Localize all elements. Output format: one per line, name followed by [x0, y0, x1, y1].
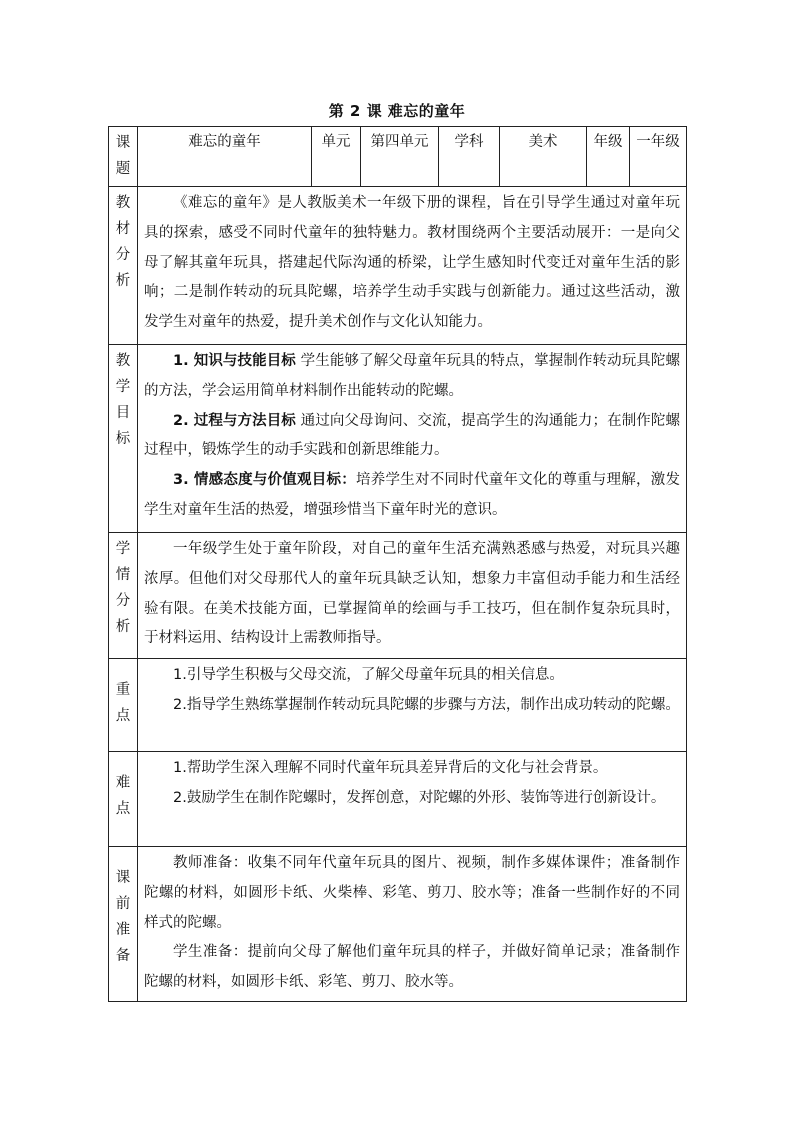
header-row — [109, 127, 687, 187]
goal-item — [144, 407, 680, 467]
material-text: 《难忘的童年》是人教版美术一年级下册的课程，旨在引导学生通过对童年玩具的探索，感受不同时代童年的独特魅力。教材围绕两个主要活动展开：一是向父母了解其童年玩具，搭建起代际沟通的桥梁，让学生感知时代变迁对童年生活的影响；二是制作转动的玩具陀螺，培养学生动手实践与创新能力。通过这些活动，激发学生对童年的热爱，提升美术创作与文化认知能力。 — [144, 195, 680, 331]
unit-value: 第四单元 — [361, 127, 439, 187]
subject-label: 课题 — [109, 127, 138, 187]
discipline-value: 美术 — [500, 127, 587, 187]
page-title: 第 2 课 难忘的童年 — [328, 102, 466, 120]
goal-text: 培养学生对不同时代童年文化的尊重与理解，激发学生对童年生活的热爱，增强珍惜当下童年时光的意识。 — [144, 472, 680, 518]
goal-title: 2. 过程与方法目标 — [173, 412, 296, 429]
preparation-item: 教师准备：收集不同年代童年玩具的图片、视频，制作多媒体课件；准备制作陀螺的材料，如圆形卡纸、火柴棒、彩笔、剪刀、胶水等；准备一些制作好的不同样式的陀螺。 — [144, 855, 680, 931]
material-label: 教材分析 — [109, 187, 138, 345]
difficulty-item: 1.帮助学生深入理解不同时代童年玩具差异背后的文化与社会背景。 — [173, 760, 608, 776]
preparation-item: 学生准备：提前向父母了解他们童年玩具的样子，并做好简单记录；准备制作陀螺的材料，如圆形卡纸、彩笔、剪刀、胶水等。 — [144, 944, 680, 991]
difficulty-item: 2.鼓励学生在制作陀螺时，发挥创意，对陀螺的外形、装饰等进行创新设计。 — [173, 789, 666, 806]
students-label: 学情分析 — [109, 533, 138, 659]
goal-item — [144, 347, 680, 407]
subject-value: 难忘的童年 — [138, 127, 312, 187]
grade-label: 年级 — [587, 127, 630, 187]
goal-text: 学生能够了解父母童年玩具的特点，掌握制作转动玩具陀螺的方法，学会运用简单材料制作出能转动的陀螺。 — [144, 353, 681, 399]
unit-label: 单元 — [312, 127, 361, 187]
preparation-row — [109, 847, 687, 1002]
students-text: 一年级学生处于童年阶段，对自己的童年生活充满熟悉感与热爱，对玩具兴趣浓厚。但他们对父母那代人的童年玩具缺乏认知，想象力丰富但动手能力和生活经验有限。在美术技能方面，已掌握简单的绘画与手工技巧，但在制作复杂玩具时，于材料运用、结构设计上需教师指导。 — [144, 541, 680, 647]
material-row — [109, 187, 687, 345]
goal-title: 1. 知识与技能目标 — [173, 353, 296, 369]
goals-label: 教学目标 — [109, 345, 138, 533]
difficulties-label: 难点 — [109, 752, 138, 847]
grade-value: 一年级 — [630, 127, 687, 187]
key-points-label: 重点 — [109, 659, 138, 752]
students-row — [109, 533, 687, 659]
discipline-label: 学科 — [439, 127, 500, 187]
key-point-item: 2.指导学生熟练掌握制作转动玩具陀螺的步骤与方法，制作出成功转动的陀螺。 — [173, 696, 680, 713]
goals-row — [109, 345, 687, 533]
goal-text: 通过向父母询问、交流，提高学生的沟通能力；在制作陀螺过程中，锻炼学生的动手实践和创新思维能力。 — [144, 412, 681, 459]
goal-item — [144, 466, 680, 526]
key-points-row — [109, 659, 687, 752]
preparation-label: 课前准备 — [109, 847, 138, 1002]
difficulties-row — [109, 752, 687, 847]
goal-title: 3. 情感态度与价值观目标： — [173, 472, 356, 489]
lesson-plan-table — [108, 126, 687, 1002]
key-point-item: 1.引导学生积极与父母交流，了解父母童年玩具的相关信息。 — [173, 667, 564, 683]
